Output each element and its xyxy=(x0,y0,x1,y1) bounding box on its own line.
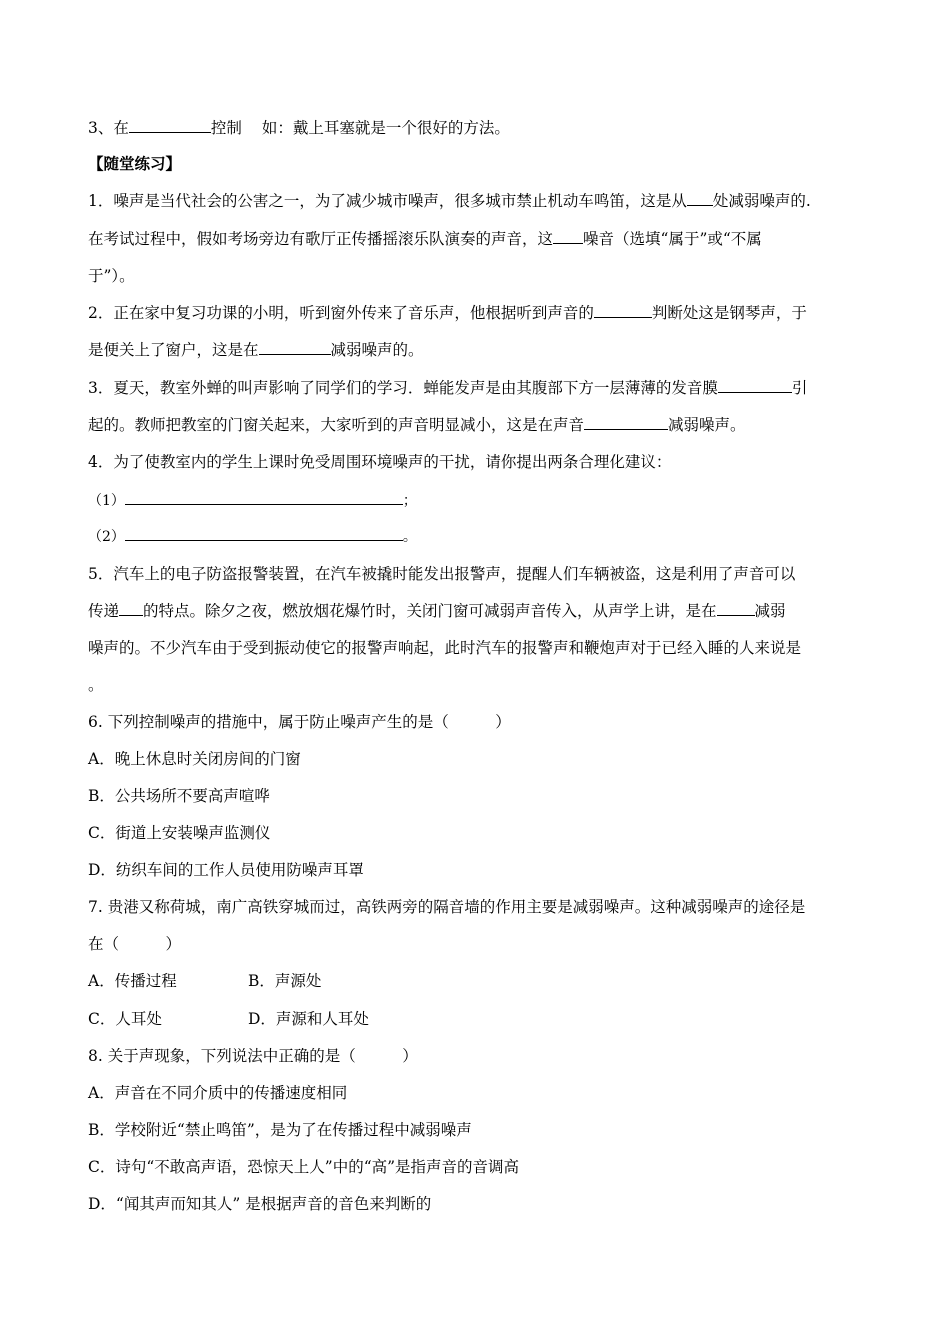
text: 传递 xyxy=(88,602,120,620)
answer-blank[interactable] xyxy=(687,191,713,206)
text: 1．噪声是当代社会的公害之一，为了减少城市噪声，很多城市禁止机动车鸣笛，这是从 xyxy=(88,192,687,210)
q6-stem: 6. 下列控制噪声的措施中，属于防止噪声产生的是（ ） xyxy=(88,713,511,731)
q6-option-d[interactable]: D．纺织车间的工作人员使用防噪声耳罩 xyxy=(88,861,364,879)
text: （2） xyxy=(88,529,125,545)
q8-stem: 8. 关于声现象，下列说法中正确的是（ ） xyxy=(88,1047,418,1065)
q8-option-d[interactable]: D．“闻其声而知其人” 是根据声音的音色来判断的 xyxy=(88,1195,432,1213)
answer-blank[interactable] xyxy=(594,303,652,318)
answer-blank[interactable] xyxy=(718,378,792,393)
text: 减弱噪声。 xyxy=(668,416,746,434)
section-title: 【随堂练习】 xyxy=(88,155,182,173)
q8-option-c[interactable]: C．诗句“不敢高声语，恐惊天上人”中的“高”是指声音的音调高 xyxy=(88,1158,520,1176)
q6-option-a[interactable]: A．晚上休息时关闭房间的门窗 xyxy=(88,750,301,768)
intro-line-3 xyxy=(88,118,510,138)
q1-line-1 xyxy=(88,191,811,211)
q8-option-a[interactable]: A．声音在不同介质中的传播速度相同 xyxy=(88,1084,348,1102)
answer-blank[interactable] xyxy=(119,601,143,616)
q4-suggestion-2 xyxy=(88,526,417,547)
q7-option-a[interactable]: A．传播过程 xyxy=(88,972,177,990)
text: 。 xyxy=(402,529,417,545)
q7-option-b[interactable]: B．声源处 xyxy=(248,972,322,990)
answer-blank[interactable] xyxy=(584,415,668,430)
text: 如：戴上耳塞就是一个很好的方法。 xyxy=(261,119,510,137)
q3-line-2 xyxy=(88,415,746,435)
text: （1） xyxy=(88,493,125,509)
q1-line-2 xyxy=(88,229,762,249)
q7-options-row-2 xyxy=(88,1009,369,1029)
answer-blank[interactable] xyxy=(553,229,583,244)
q5-line-1: 5．汽车上的电子防盗报警装置，在汽车被撬时能发出报警声，提醒人们车辆被盗，这是利用了声音可以 xyxy=(88,565,796,583)
answer-blank[interactable] xyxy=(717,601,755,616)
text: 2．正在家中复习功课的小明，听到窗外传来了音乐声，他根据听到声音的 xyxy=(88,304,594,322)
answer-blank[interactable] xyxy=(125,490,403,505)
text: 处减弱噪声的. xyxy=(712,192,811,210)
q1-line-3: 于”）。 xyxy=(88,267,135,285)
q7-options-row-1 xyxy=(88,971,321,991)
text: 在考试过程中，假如考场旁边有歌厅正传播摇滚乐队演奏的声音，这 xyxy=(88,230,554,248)
text: 的特点。除夕之夜，燃放烟花爆竹时，关闭门窗可减弱声音传入，从声学上讲，是在 xyxy=(143,602,717,620)
q5-line-2 xyxy=(88,601,786,621)
answer-blank[interactable] xyxy=(129,118,211,133)
q7-option-c[interactable]: C．人耳处 xyxy=(88,1010,162,1028)
q2-line-1 xyxy=(88,303,807,323)
answer-blank[interactable] xyxy=(125,526,403,541)
text: ； xyxy=(402,493,417,509)
q5-line-4: 。 xyxy=(88,676,104,694)
q4-stem: 4．为了使教室内的学生上课时免受周围环境噪声的干扰，请你提出两条合理化建议： xyxy=(88,453,672,471)
text: 减弱 xyxy=(754,602,786,620)
q7-stem-line-1: 7. 贵港又称荷城，南广高铁穿城而过，高铁两旁的隔音墙的作用主要是减弱噪声。这种减弱噪声的途径是 xyxy=(88,898,806,916)
text: 判断处这是钢琴声，于 xyxy=(651,304,807,322)
q5-line-3: 噪声的。不少汽车由于受到振动使它的报警声响起，此时汽车的报警声和鞭炮声对于已经入睡的人来说是 xyxy=(88,639,802,657)
text: 3、在 xyxy=(88,119,129,137)
q6-option-c[interactable]: C．街道上安装噪声监测仪 xyxy=(88,824,271,842)
text: 3．夏天，教室外蝉的叫声影响了同学们的学习．蝉能发声是由其腹部下方一层薄薄的发音膜 xyxy=(88,379,718,397)
answer-blank[interactable] xyxy=(259,340,331,355)
q7-option-d[interactable]: D．声源和人耳处 xyxy=(248,1010,369,1028)
q7-stem-line-2: 在（ ） xyxy=(88,935,182,953)
text: 减弱噪声的。 xyxy=(330,341,424,359)
text: 噪音（选填“属于”或“不属 xyxy=(583,230,762,248)
text: 是便关上了窗户，这是在 xyxy=(88,341,259,359)
text: 控制 xyxy=(210,119,242,137)
q2-line-2 xyxy=(88,340,424,360)
q8-option-b[interactable]: B．学校附近“禁止鸣笛”，是为了在传播过程中减弱噪声 xyxy=(88,1121,472,1139)
q3-line-1 xyxy=(88,378,807,398)
q4-suggestion-1 xyxy=(88,490,417,511)
text: 起的。教师把教室的门窗关起来，大家听到的声音明显减小，这是在声音 xyxy=(88,416,585,434)
q6-option-b[interactable]: B．公共场所不要高声喧哗 xyxy=(88,787,270,805)
text: 引 xyxy=(791,379,808,397)
